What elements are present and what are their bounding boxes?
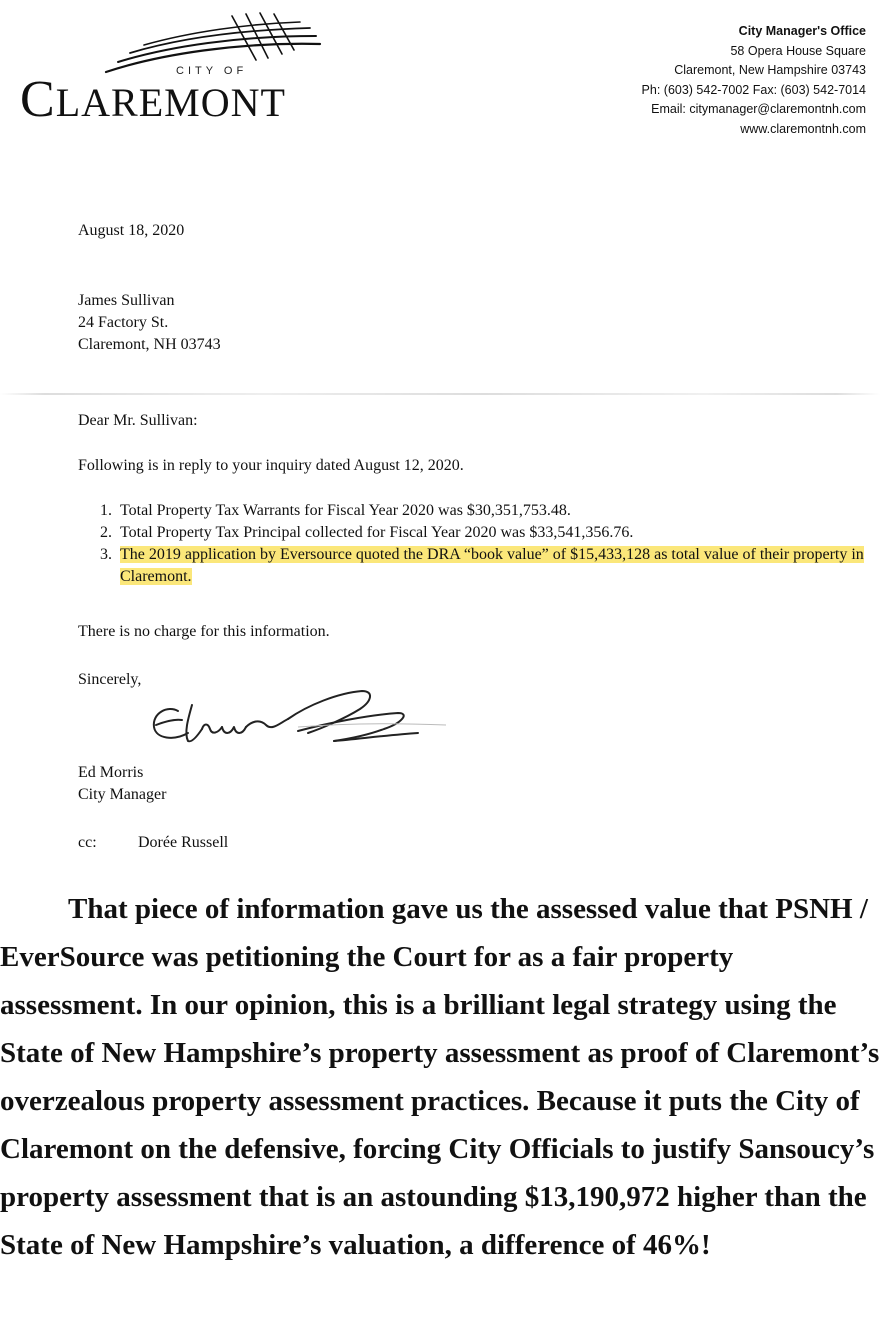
city-logo	[20, 8, 340, 128]
no-charge-note: There is no charge for this information.	[78, 623, 330, 640]
commentary-paragraph: That piece of information gave us the assessed value that PSNH / EverSource was petitioning the Court for as a fair property assessment. In our opinion, this is a brilliant legal strategy using the State of New Hampshire’s property assessment as proof of Claremont’s overzealous property assessment practices. Because it puts the City of Claremont on the defensive, forcing City Officials to justify Sansoucy’s property assessment that is an astounding $13,190,972 higher than the State of New Hampshire’s valuation, a difference of 46%!	[0, 893, 880, 1261]
cc-line	[78, 832, 228, 854]
signer-name: Ed Morris	[78, 764, 144, 781]
scan-divider	[0, 393, 880, 395]
recipient-address	[78, 290, 221, 356]
logo-name-rest: LAREMONT	[55, 80, 286, 125]
signer-block	[78, 762, 166, 806]
cc-label: cc:	[78, 834, 97, 851]
logo-city-of: CITY OF	[176, 65, 248, 77]
highlighted-text: The 2019 application by Eversource quoted the DRA “book value” of $15,433,128 as total value of their property in Claremont.	[120, 546, 864, 585]
closing: Sincerely,	[78, 671, 142, 688]
recipient-name: James Sullivan	[78, 292, 175, 309]
list-item: 1. Total Property Tax Warrants for Fiscal Year 2020 was $30,351,753.48.	[116, 500, 880, 522]
office-city: Claremont, New Hampshire 03743	[674, 63, 866, 77]
office-phone-fax: Ph: (603) 542-7002 Fax: (603) 542-7014	[641, 82, 866, 97]
signature-icon	[148, 683, 448, 765]
letterhead-address	[642, 22, 866, 139]
recipient-city: Claremont, NH 03743	[78, 336, 221, 353]
list-item: 2. Total Property Tax Principal collected for Fiscal Year 2020 was $33,541,356.76.	[116, 522, 880, 544]
list-item-highlighted	[116, 544, 880, 588]
office-website: www.claremontnh.com	[740, 121, 866, 136]
intro-line: Following is in reply to your inquiry dated August 12, 2020.	[78, 457, 464, 474]
logo-initial: C	[20, 71, 56, 128]
letter-date: August 18, 2020	[78, 222, 185, 239]
cc-name: Dorée Russell	[138, 834, 229, 851]
office-street: 58 Opera House Square	[730, 43, 866, 58]
info-list	[78, 500, 880, 588]
office-email: Email: citymanager@claremontnh.com	[651, 102, 866, 116]
office-name: City Manager's Office	[738, 24, 866, 38]
salutation: Dear Mr. Sullivan:	[78, 412, 198, 429]
commentary-text	[0, 885, 880, 1269]
signer-title: City Manager	[78, 786, 167, 803]
recipient-street: 24 Factory St.	[78, 314, 169, 331]
